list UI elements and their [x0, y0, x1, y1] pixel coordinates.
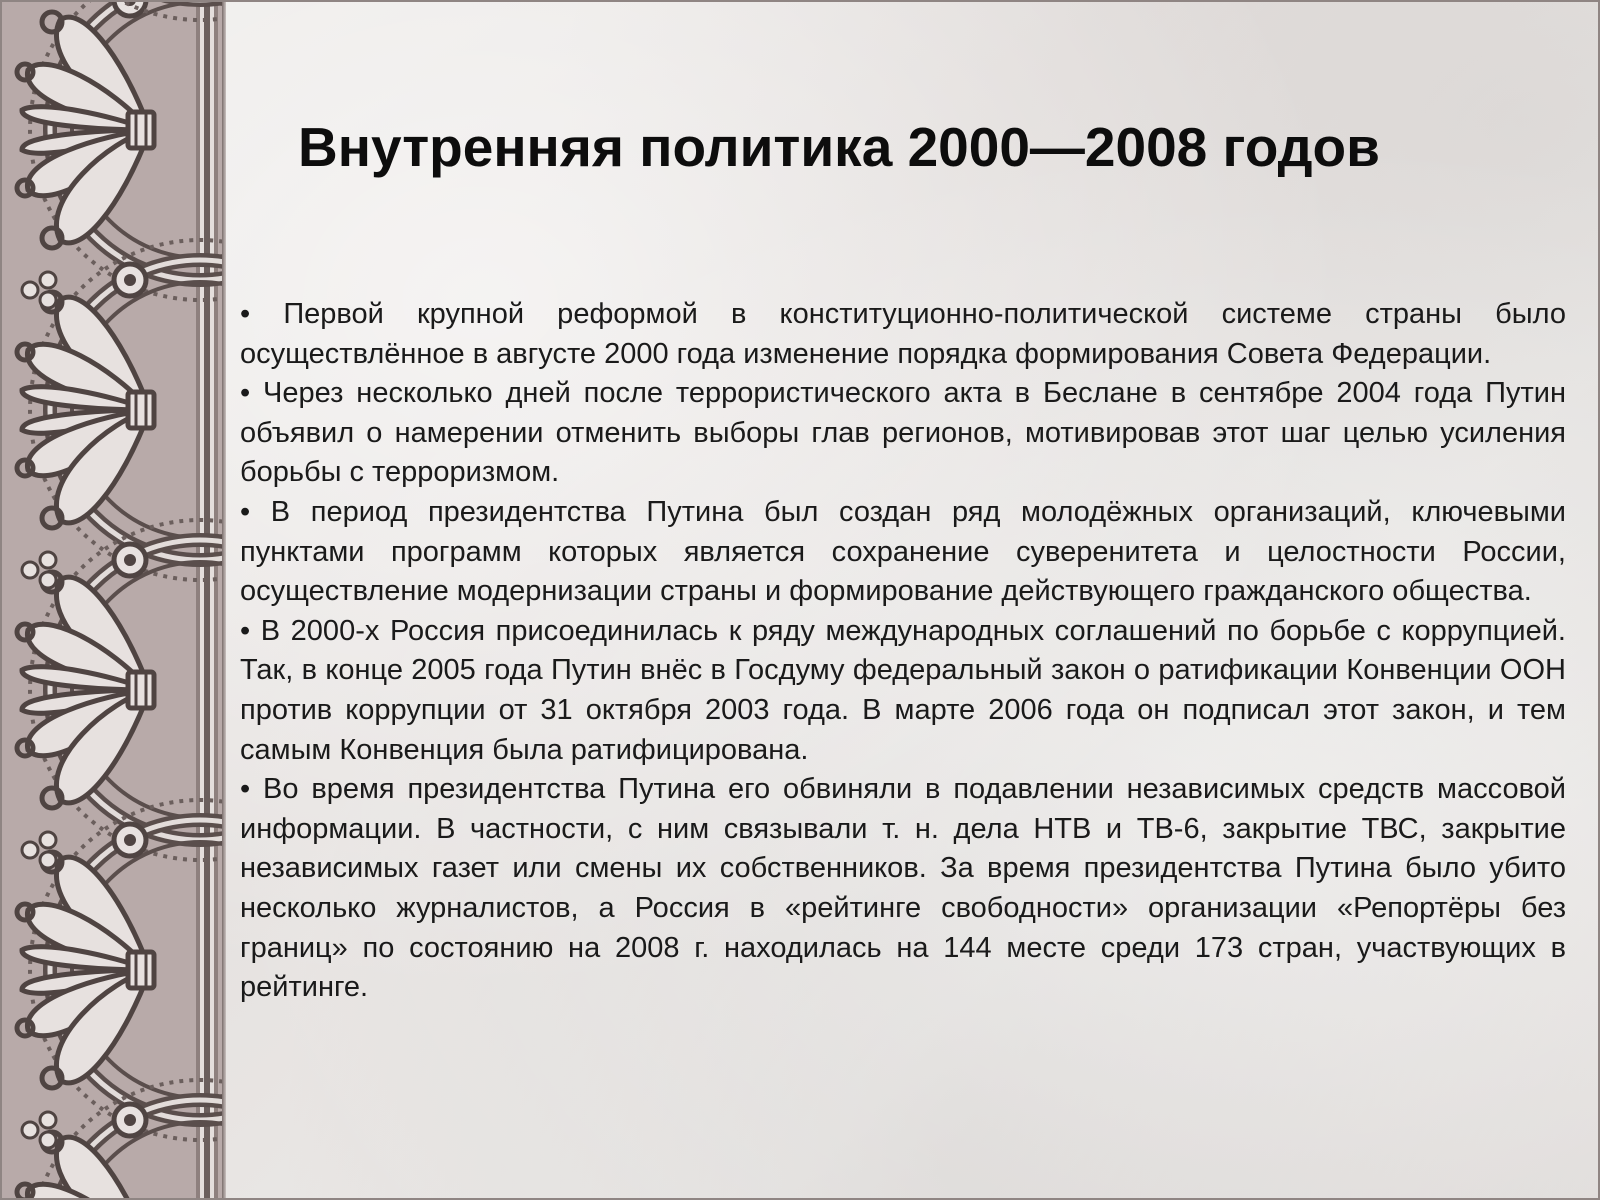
bullet-list: [240, 295, 1566, 1008]
bullet-item: • В 2000-х Россия присоединилась к ряду международных соглашений по борьбе с коррупцией. Так, в конце 2005 года Путин внёс в Госдуму федеральный закон о ратификации Конвенции ООН против коррупции от 31 октября 2003 года. В марте 2006 года он подписал этот закон, и тем самым Конвенция была ратифицирована.: [240, 614, 1566, 766]
bullet-item: • Через несколько дней после террористического акта в Беслане в сентябре 2004 года Путин объявил о намерении отменить выборы глав регионов, мотивировав этот шаг целью усиления борьбы с терроризмом.: [240, 377, 1566, 489]
bullet-item: • Во время президентства Путина его обвиняли в подавлении независимых средств массовой информации. В частности, с ним связывали т. н. дела НТВ и ТВ-6, закрытие ТВС, закрытие независимых газет или смены их собственников. За время президентства Путина было убито несколько журналистов, а Россия в «рейтинге свободности» организации «Репортёры без границ» по состоянию на 2008 г. находилась на 144 месте среди 173 стран, участвующих в рейтинге.: [240, 773, 1566, 1004]
ornament-pattern: [0, 0, 224, 1200]
bullet-item: • Первой крупной реформой в конституционно-политической системе страны было осуществлённое в августе 2000 года изменение порядка формирования Совета Федерации.: [240, 298, 1566, 370]
ornament-edge-shadow: [222, 0, 226, 1200]
ornamental-border-left: [0, 0, 224, 1200]
slide-title: Внутренняя политика 2000—2008 годов: [298, 116, 1380, 178]
bullet-item: • В период президентства Путина был создан ряд молодёжных организаций, ключевыми пунктами программ которых является сохранение суверенитета и целостности России, осуществление модернизации страны и формирование действующего гражданского общества.: [240, 495, 1566, 608]
